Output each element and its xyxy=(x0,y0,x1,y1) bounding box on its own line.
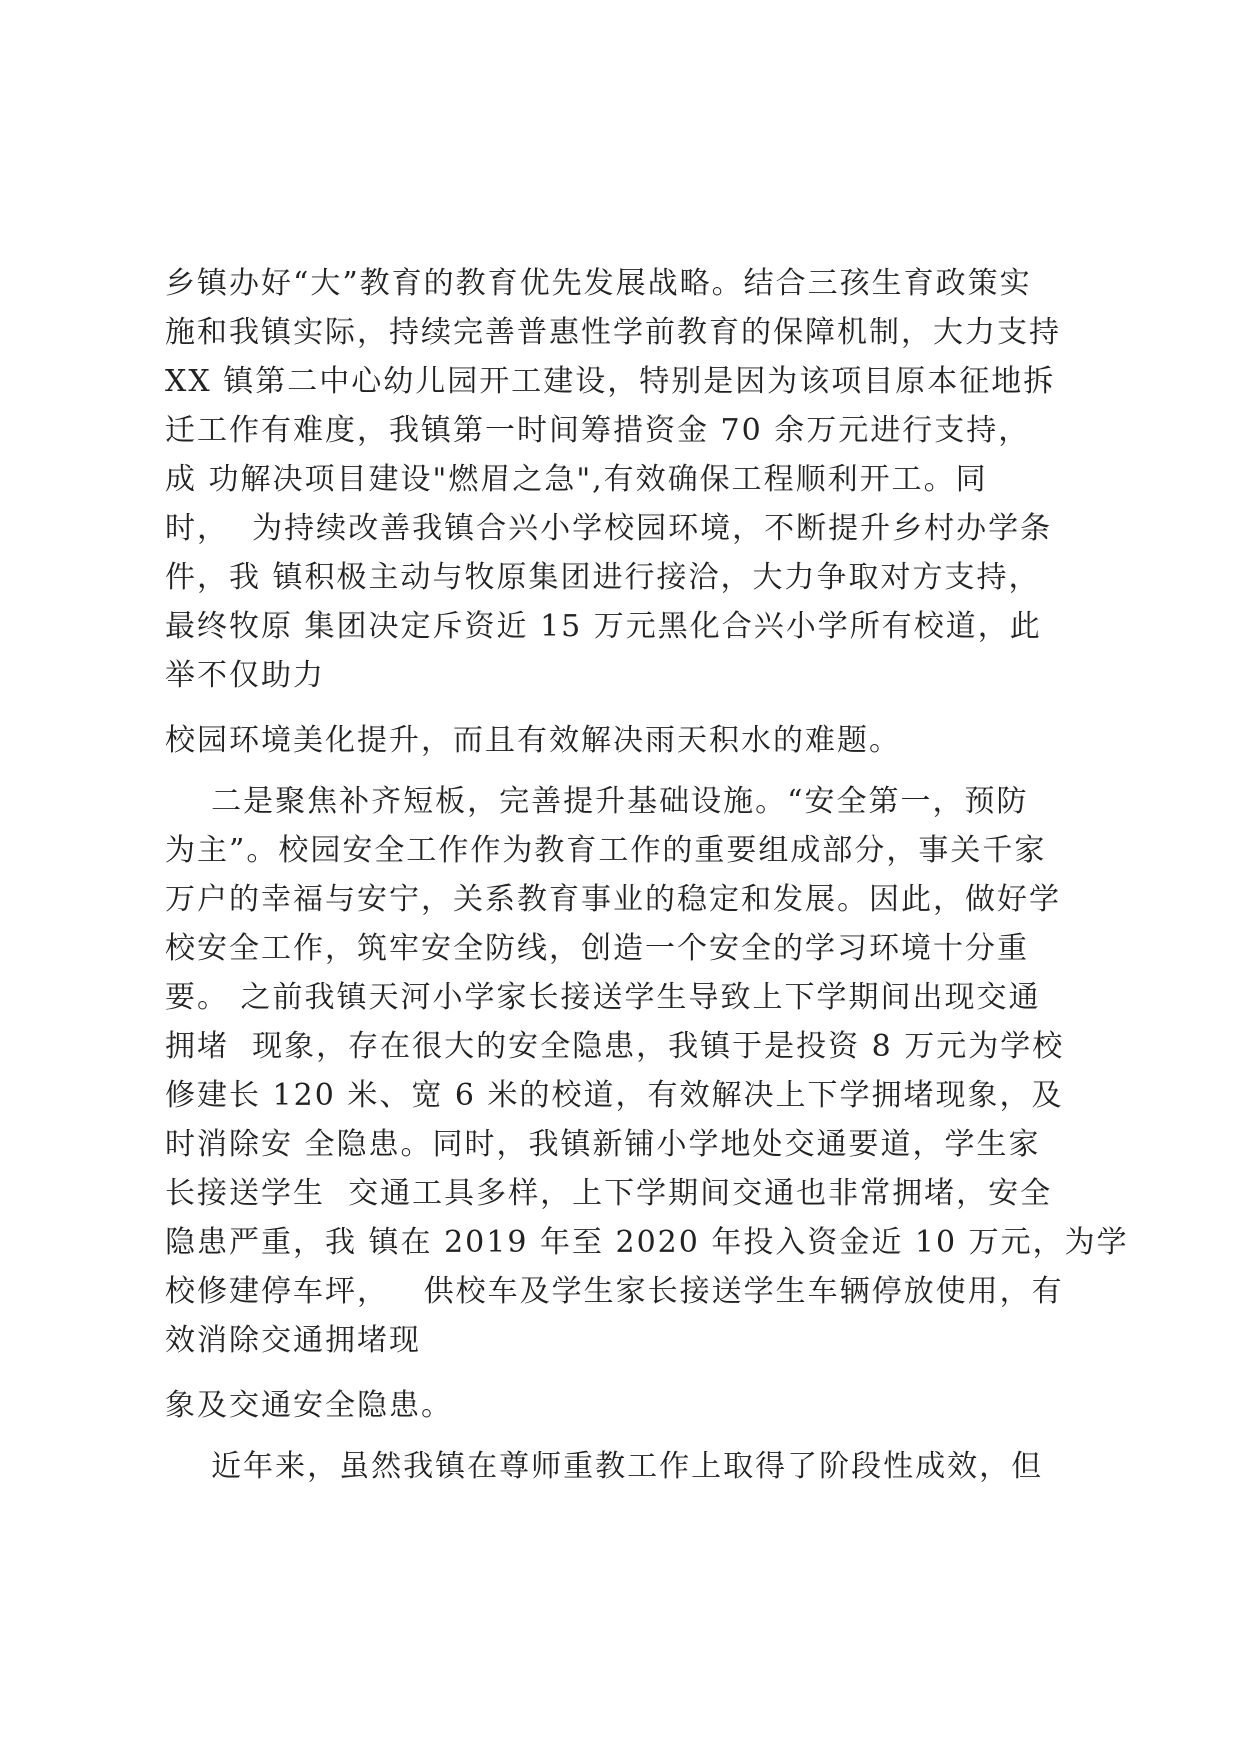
text-line: 校安全工作，筑牢安全防线，创造一个安全的学习环境十分重 xyxy=(165,931,1029,966)
text-line: 修建长 120 米、宽 6 米的校道，有效解决上下学拥堵现象，及 xyxy=(165,1078,1064,1113)
text-line: 施和我镇实际，持续完善普惠性学前教育的保障机制，大力支持 xyxy=(165,315,1061,350)
text-line: 长接送学生 交通工具多样，上下学期间交通也非常拥堵，安全 xyxy=(165,1176,1053,1211)
text-line: 校园环境美化提升，而且有效解决雨天积水的难题。 xyxy=(165,723,901,758)
text-line: 件，我 镇积极主动与牧原集团进行接洽，大力争取对方支持， xyxy=(165,560,1041,595)
text-line: 校修建停车坪， 供校车及学生家长接送学生车辆停放使用，有 xyxy=(165,1274,1064,1309)
text-line: 为主”。校园安全工作作为教育工作的重要组成部分，事关千家 xyxy=(165,833,1047,868)
text-line: 迁工作有难度，我镇第一时间筹措资金 70 余万元进行支持， xyxy=(165,413,1031,448)
text-line: 二是聚焦补齐短板，完善提升基础设施。“安全第一，预防 xyxy=(165,784,1029,819)
text-line: 拥堵 现象，存在很大的安全隐患，我镇于是投资 8 万元为学校 xyxy=(165,1029,1065,1064)
text-line: 万户的幸福与安宁，关系教育事业的稳定和发展。因此，做好学 xyxy=(165,882,1061,917)
text-line: 要。 之前我镇天河小学家长接送学生导致上下学期间出现交通 xyxy=(165,980,1041,1015)
text-line: 效消除交通拥堵现 xyxy=(165,1323,421,1358)
text-line: 举不仅助力 xyxy=(165,658,325,693)
text-line: 时消除安 全隐患。同时，我镇新铺小学地处交通要道，学生家 xyxy=(165,1127,1041,1162)
text-line: 象及交通安全隐患。 xyxy=(165,1388,453,1423)
text-line: 乡镇办好“大”教育的教育优先发展战略。结合三孩生育政策实 xyxy=(165,266,1032,301)
text-line: 成 功解决项目建设"燃眉之急",有效确保工程顺利开工。同 xyxy=(165,462,988,497)
text-line: 近年来，虽然我镇在尊师重教工作上取得了阶段性成效，但 xyxy=(165,1449,1044,1484)
text-line: XX 镇第二中心幼儿园开工建设，特别是因为该项目原本征地拆 xyxy=(165,364,1056,399)
text-line: 隐患严重，我 镇在 2019 年至 2020 年投入资金近 10 万元，为学 xyxy=(165,1225,1129,1260)
text-line: 时， 为持续改善我镇合兴小学校园环境，不断提升乡村办学条 xyxy=(165,511,1053,546)
text-line: 最终牧原 集团决定斥资近 15 万元黑化合兴小学所有校道，此 xyxy=(165,609,1042,644)
